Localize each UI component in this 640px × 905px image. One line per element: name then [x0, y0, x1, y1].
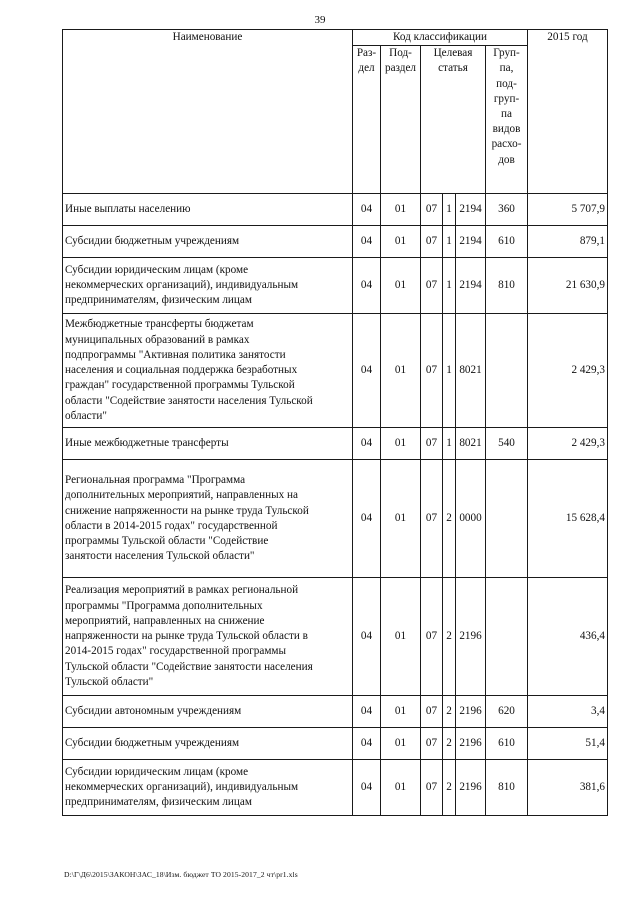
- row-section: 04: [353, 696, 381, 728]
- row-expense-type: [486, 578, 528, 696]
- row-name-line: Реализация мероприятий в рамках региональной: [65, 584, 299, 597]
- row-name-line: Субсидии бюджетным учреждениям: [65, 737, 240, 750]
- row-amount: 3,4: [528, 696, 608, 728]
- table-row: [63, 760, 608, 816]
- header-row-top: [63, 30, 608, 46]
- row-subsection: 01: [381, 696, 421, 728]
- row-expense-type: [486, 460, 528, 578]
- row-subsection: 01: [381, 760, 421, 816]
- row-name-line: Субсидии юридическим лицам (кроме: [65, 765, 249, 778]
- header-section-line: Раз-: [356, 47, 377, 60]
- row-name: [63, 696, 353, 728]
- row-target-subprogram: 1: [443, 226, 456, 258]
- header-group-line: видов: [492, 123, 521, 136]
- row-section: 04: [353, 258, 381, 314]
- row-name: [63, 728, 353, 760]
- row-target-subprogram: 1: [443, 314, 456, 428]
- table-row: [63, 314, 608, 428]
- row-target-program: 07: [421, 226, 443, 258]
- row-target-subprogram: 2: [443, 760, 456, 816]
- header-group-line: дов: [498, 153, 515, 166]
- row-name-line: области": [65, 409, 107, 422]
- row-subsection: 01: [381, 428, 421, 460]
- row-amount: 436,4: [528, 578, 608, 696]
- row-name-line: Субсидии юридическим лицам (кроме: [65, 263, 249, 276]
- row-name-line: населения и социальная поддержка безработных: [65, 364, 298, 377]
- row-name: [63, 194, 353, 226]
- header-group-line: груп-: [493, 92, 520, 105]
- header-subsection: [381, 46, 421, 194]
- row-subsection: 01: [381, 314, 421, 428]
- row-name-line: области в 2014-2015 годах" государственной: [65, 519, 278, 532]
- row-name-line: напряженности на рынке труда Тульской области в: [65, 630, 308, 643]
- row-expense-type: 360: [486, 194, 528, 226]
- row-target-program: 07: [421, 314, 443, 428]
- row-expense-type: 610: [486, 728, 528, 760]
- header-subsection-line: раздел: [384, 62, 417, 75]
- row-target-program: 07: [421, 428, 443, 460]
- row-name-line: Иные выплаты населению: [65, 203, 191, 216]
- row-target-direction: 2196: [456, 728, 486, 760]
- row-subsection: 01: [381, 258, 421, 314]
- header-classification: Код классификации: [353, 30, 528, 46]
- header-group: [486, 46, 528, 194]
- row-target-direction: 2196: [456, 760, 486, 816]
- row-amount: 879,1: [528, 226, 608, 258]
- row-name: [63, 760, 353, 816]
- row-name-line: занятости населения Тульской области": [65, 550, 255, 563]
- row-name-line: Субсидии бюджетным учреждениям: [65, 235, 240, 248]
- row-expense-type: 540: [486, 428, 528, 460]
- row-name-line: мероприятий, направленных на снижение: [65, 614, 265, 627]
- row-section: 04: [353, 460, 381, 578]
- row-target-program: 07: [421, 760, 443, 816]
- row-subsection: 01: [381, 728, 421, 760]
- row-amount: 2 429,3: [528, 428, 608, 460]
- row-amount: 381,6: [528, 760, 608, 816]
- row-name: [63, 314, 353, 428]
- header-target-line: статья: [438, 62, 468, 75]
- row-name-line: Региональная программа "Программа: [65, 474, 246, 487]
- table-row: [63, 226, 608, 258]
- table-row: [63, 728, 608, 760]
- header-group-line: Груп-: [493, 47, 520, 60]
- row-section: 04: [353, 194, 381, 226]
- row-name-line: области "Содействие занятости населения Тульской: [65, 394, 313, 407]
- row-name-line: программы Тульской области "Содействие: [65, 534, 269, 547]
- row-name: [63, 258, 353, 314]
- row-target-direction: 2194: [456, 226, 486, 258]
- row-section: 04: [353, 760, 381, 816]
- row-target-subprogram: 2: [443, 460, 456, 578]
- row-expense-type: 810: [486, 258, 528, 314]
- header-target-line: Целевая: [433, 47, 473, 60]
- header-section: [353, 46, 381, 194]
- budget-table: [62, 29, 608, 816]
- row-target-direction: 2194: [456, 258, 486, 314]
- row-target-subprogram: 2: [443, 696, 456, 728]
- header-name: Наименование: [63, 30, 353, 194]
- row-subsection: 01: [381, 226, 421, 258]
- row-section: 04: [353, 428, 381, 460]
- table-body: [63, 30, 608, 816]
- row-name-line: 2014-2015 годах" государственной программы: [65, 645, 286, 658]
- row-name-line: граждан" государственной программы Тульской: [65, 379, 295, 392]
- row-section: 04: [353, 226, 381, 258]
- row-target-program: 07: [421, 696, 443, 728]
- row-name-line: Тульской области "Содействие занятости населения: [65, 660, 313, 673]
- row-target-subprogram: 2: [443, 728, 456, 760]
- row-name: [63, 578, 353, 696]
- header-group-line: расхо-: [491, 138, 522, 151]
- row-name-line: дополнительных мероприятий, направленных на: [65, 489, 298, 502]
- header-section-line: дел: [358, 62, 375, 75]
- row-target-direction: 8021: [456, 428, 486, 460]
- row-name-line: подпрограммы "Активная политика занятости: [65, 348, 286, 361]
- header-target: [421, 46, 486, 194]
- row-expense-type: 620: [486, 696, 528, 728]
- row-section: 04: [353, 578, 381, 696]
- row-name-line: Тульской области": [65, 675, 154, 688]
- header-group-line: па,: [499, 62, 514, 75]
- row-target-subprogram: 1: [443, 258, 456, 314]
- row-amount: 2 429,3: [528, 314, 608, 428]
- row-name-line: некоммерческих организаций), индивидуальным: [65, 279, 299, 292]
- row-target-program: 07: [421, 194, 443, 226]
- header-group-line: па: [501, 108, 512, 121]
- row-target-program: 07: [421, 578, 443, 696]
- row-name-line: программы "Программа дополнительных: [65, 599, 263, 612]
- row-section: 04: [353, 728, 381, 760]
- row-section: 04: [353, 314, 381, 428]
- row-name: [63, 428, 353, 460]
- row-name-line: некоммерческих организаций), индивидуальным: [65, 781, 299, 794]
- row-target-program: 07: [421, 258, 443, 314]
- row-name-line: Межбюджетные трансферты бюджетам: [65, 318, 254, 331]
- header-year: 2015 год: [528, 30, 608, 194]
- row-subsection: 01: [381, 460, 421, 578]
- page-number: 39: [314, 14, 326, 26]
- row-target-subprogram: 1: [443, 194, 456, 226]
- table-row: [63, 578, 608, 696]
- table-row: [63, 194, 608, 226]
- header-group-line: под-: [496, 77, 517, 90]
- row-name: [63, 226, 353, 258]
- row-target-program: 07: [421, 728, 443, 760]
- table-row: [63, 696, 608, 728]
- row-target-direction: 2194: [456, 194, 486, 226]
- row-name: [63, 460, 353, 578]
- table-row: [63, 258, 608, 314]
- row-target-direction: 2196: [456, 696, 486, 728]
- row-subsection: 01: [381, 578, 421, 696]
- row-target-program: 07: [421, 460, 443, 578]
- table-row: [63, 460, 608, 578]
- row-target-subprogram: 2: [443, 578, 456, 696]
- row-amount: 21 630,9: [528, 258, 608, 314]
- row-target-direction: 2196: [456, 578, 486, 696]
- table-row: [63, 428, 608, 460]
- row-name-line: муниципальных образований в рамках: [65, 333, 250, 346]
- row-name-line: предпринимателям, физическим лицам: [65, 294, 252, 307]
- row-expense-type: 810: [486, 760, 528, 816]
- row-target-direction: 8021: [456, 314, 486, 428]
- header-subsection-line: Под-: [389, 47, 412, 60]
- row-expense-type: 610: [486, 226, 528, 258]
- row-name-line: снижение напряженности на рынке труда Тульской: [65, 504, 309, 517]
- file-path-footer: D:\Г\Д6\2015\ЗАКОН\ЗАС_18\Изм. бюджет ТО 2015-2017_2 чт\pr1.xls: [64, 870, 298, 879]
- row-name-line: предпринимателям, физическим лицам: [65, 796, 252, 809]
- row-amount: 51,4: [528, 728, 608, 760]
- row-name-line: Иные межбюджетные трансферты: [65, 437, 229, 450]
- row-amount: 15 628,4: [528, 460, 608, 578]
- row-subsection: 01: [381, 194, 421, 226]
- row-amount: 5 707,9: [528, 194, 608, 226]
- row-expense-type: [486, 314, 528, 428]
- row-target-direction: 0000: [456, 460, 486, 578]
- row-target-subprogram: 1: [443, 428, 456, 460]
- row-name-line: Субсидии автономным учреждениям: [65, 705, 242, 718]
